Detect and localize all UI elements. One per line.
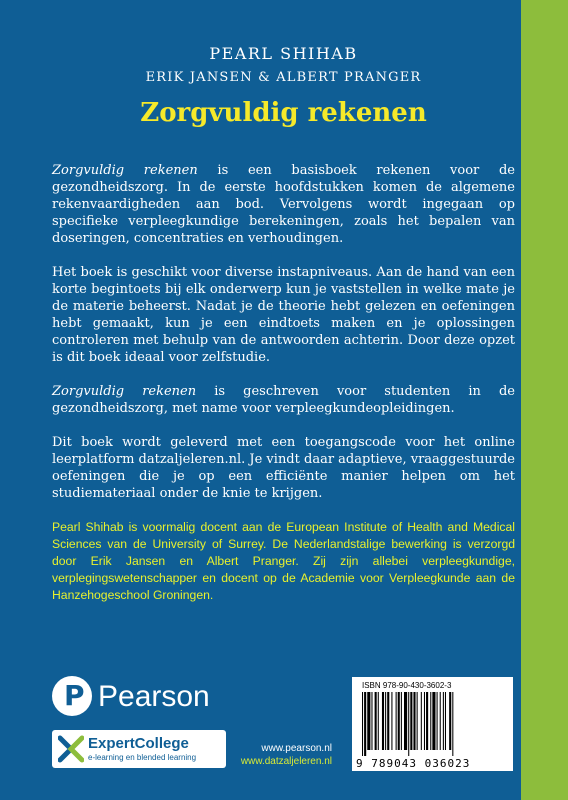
barcode-bar — [378, 692, 379, 750]
pearson-logo-letter: P — [64, 679, 85, 712]
barcode-bar — [401, 692, 402, 750]
barcode-digits: 9 789043 036023 — [356, 757, 471, 770]
barcode-bars — [360, 692, 505, 756]
blurb-title-ref-3: Zorgvuldig rekenen — [52, 384, 197, 399]
barcode-bar — [382, 692, 384, 750]
expertcollege-tagline: e-learning en blended learning — [88, 753, 197, 762]
url-datzaljeleren: www.datzaljeleren.nl — [240, 756, 332, 767]
author-main: PEARL SHIHAB — [209, 44, 358, 63]
barcode-bar — [430, 692, 431, 750]
blurb-p3-text: is geschreven voor studenten in de gezondheidszorg, met name voor verpleegkundeopleidingen. — [52, 384, 515, 416]
blurb-text — [52, 162, 515, 621]
author-bio: Pearl Shihab is voormalig docent aan de European Institute of Health and Medical Sciences van de University of Surrey. De Nederlandstalige bewerking is verzorgd door Erik Jansen en Albert Pranger. Zij zijn allebei verpleegkundige, verplegingswetenschapper en docent op de Academie voor Verpleegkunde aan de Hanzehogeschool Groningen. — [52, 520, 515, 602]
url-pearson: www.pearson.nl — [261, 743, 332, 754]
barcode-bar — [375, 692, 377, 750]
barcode-bar — [367, 692, 370, 750]
barcode-bar — [398, 692, 400, 750]
barcode-bar — [408, 692, 409, 756]
barcode-bar — [371, 692, 372, 750]
barcode-bar — [410, 692, 412, 750]
barcode-bar — [440, 692, 441, 750]
blurb-paragraph-1 — [52, 162, 515, 247]
pearson-wordmark: Pearson — [98, 680, 210, 713]
barcode-bar — [417, 692, 418, 750]
blurb-p1-text: is een basisboek rekenen voor de gezondheidszorg. In de eerste hoofdstukken komen de algemene rekenvaardigheden aan bod. Vervolgens wordt ingegaan op specifieke verpleegkundige berekeningen, zoals het bepalen van doseringen, concentraties en verhoudingen. — [52, 163, 515, 246]
barcode-bar — [362, 692, 363, 756]
blurb-paragraph-3 — [52, 383, 515, 417]
barcode-bar — [424, 692, 425, 750]
barcode-bar — [426, 692, 428, 750]
pearson-logo — [52, 676, 232, 720]
expertcollege-name: ExpertCollege — [88, 735, 189, 752]
barcode-bar — [364, 692, 366, 756]
barcode-bar — [391, 692, 392, 750]
barcode-bar — [413, 692, 415, 750]
barcode-bar — [421, 692, 422, 750]
publisher-urls — [226, 742, 332, 768]
barcode-bar — [432, 692, 435, 750]
blurb-title-ref-1: Zorgvuldig rekenen — [52, 163, 198, 178]
isbn-number: ISBN 978-90-430-3602-3 — [362, 681, 452, 690]
barcode-bar — [452, 692, 453, 756]
barcode-bar — [449, 692, 451, 750]
barcode-bar — [385, 692, 386, 750]
isbn-barcode — [352, 677, 513, 771]
pearson-logo-icon — [52, 676, 92, 716]
barcode-bar — [445, 692, 446, 750]
expertcollege-logo — [52, 730, 226, 768]
barcode-bar — [437, 692, 438, 750]
blurb-paragraph-4: Dit boek wordt geleverd met een toegangscode voor het online leerplatform datzaljeleren.nl. Je vindt daar adaptieve, vraaggestuurde oefeningen die je op een efficiënte manier helpen om het studiemateriaal onder de knie te krijgen. — [52, 435, 515, 501]
expertcollege-mark-icon — [58, 735, 84, 763]
blurb-paragraph-2: Het boek is geschikt voor diverse instapniveaus. Aan de hand van een korte begintoets bij elk onderwerp kun je vaststellen in welke mate je de materie beheerst. Nadat je de theorie hebt gelezen en oefeningen hebt gemaakt, kun je een eindtoets maken en je oplossingen controleren met behulp van de antwoorden achterin. Door deze opzet is dit boek ideaal voor zelfstudie. — [52, 265, 515, 365]
book-title: Zorgvuldig rekenen — [140, 98, 427, 128]
barcode-bar — [396, 692, 397, 750]
barcode-bar — [404, 692, 407, 750]
green-spine-stripe — [521, 0, 568, 800]
author-sub: ERIK JANSEN & ALBERT PRANGER — [145, 70, 422, 85]
barcode-bar — [387, 692, 389, 750]
barcode-bar — [443, 692, 444, 750]
